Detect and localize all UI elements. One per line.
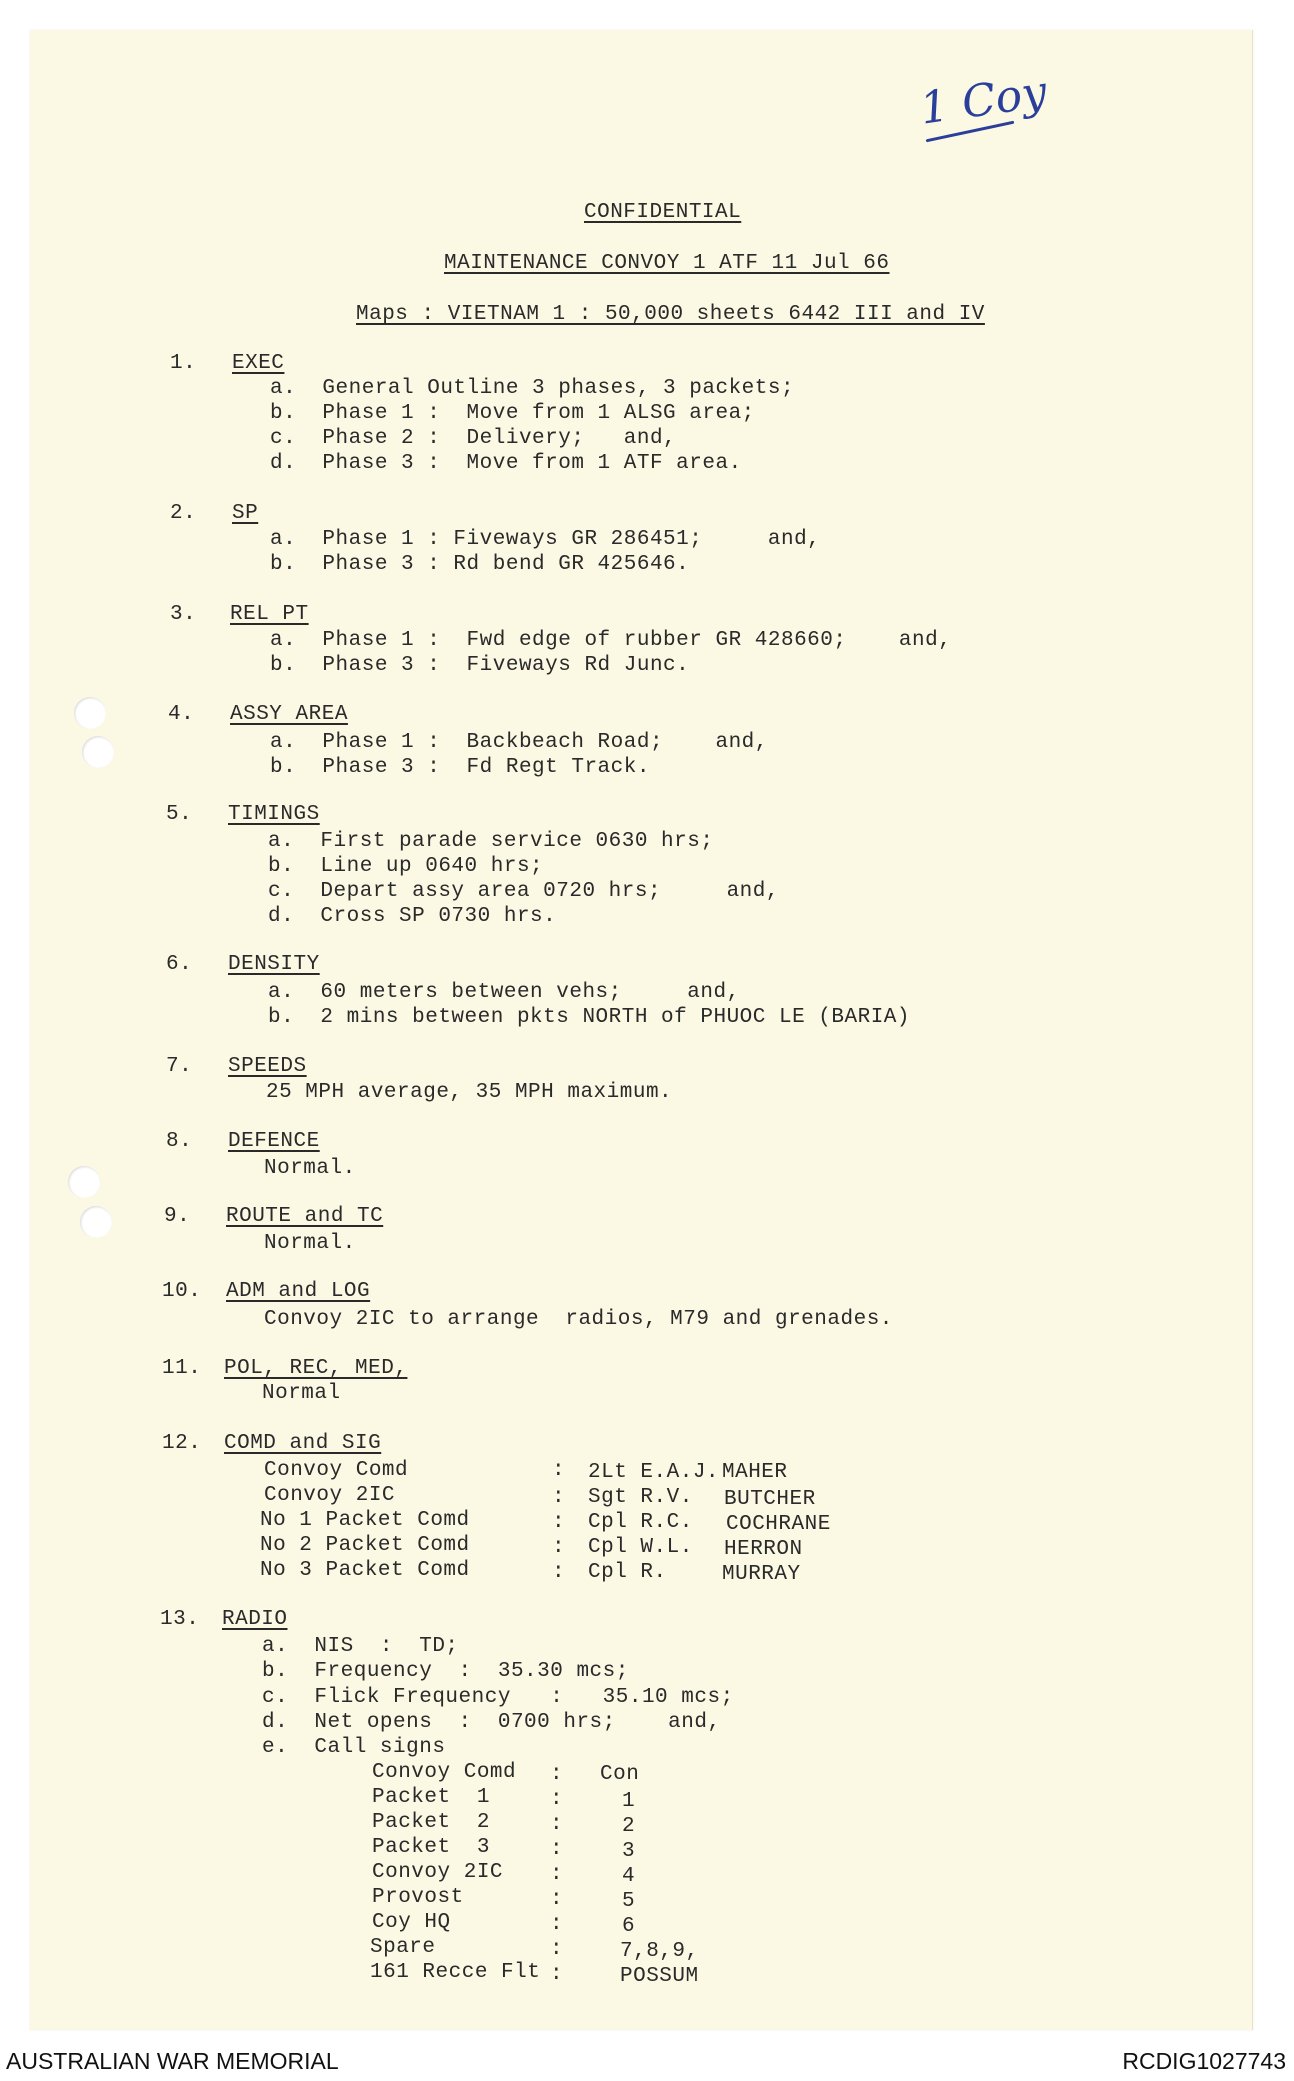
section-heading: ADM and LOG (226, 1280, 371, 1303)
callsign-label: Convoy 2IC (372, 1861, 504, 1884)
callsign-separator: : (550, 1963, 564, 1986)
section-item: b. Phase 3 : Fd Regt Track. (270, 756, 650, 779)
section-number: 3. (170, 603, 197, 626)
callsign-separator: : (550, 1888, 564, 1911)
maps-reference: Maps : VIETNAM 1 : 50,000 sheets 6442 III and IV (356, 303, 985, 326)
callsign-label: Packet 2 (372, 1811, 490, 1834)
section-item: b. Phase 3 : Fiveways Rd Junc. (270, 654, 690, 677)
section-text: Convoy 2IC to arrange radios, M79 and grenades. (264, 1308, 893, 1331)
section-heading: SP (232, 502, 259, 525)
callsign-separator: : (550, 1763, 564, 1786)
punch-hole (74, 697, 106, 729)
section-item: a. Phase 1 : Fiveways GR 286451; and, (270, 528, 821, 551)
section-heading: ASSY AREA (230, 703, 348, 726)
section-item: c. Depart assy area 0720 hrs; and, (268, 880, 779, 903)
punch-hole (68, 1166, 100, 1198)
section-heading: REL PT (230, 603, 309, 626)
section-number: 6. (166, 953, 193, 976)
section-number: 8. (166, 1130, 193, 1153)
callsign-value: 4 (622, 1865, 636, 1888)
section-item: a. First parade service 0630 hrs; (268, 830, 714, 853)
section-item: a. Phase 1 : Fwd edge of rubber GR 428660; and, (270, 629, 952, 652)
comd-name: BUTCHER (724, 1488, 816, 1511)
comd-rank: Cpl R.C. (588, 1511, 693, 1534)
section-heading: DEFENCE (228, 1130, 320, 1153)
section-text: Normal. (264, 1232, 356, 1255)
callsign-value: 6 (622, 1915, 636, 1938)
section-number: 2. (170, 502, 197, 525)
section-number: 9. (164, 1205, 191, 1228)
section-number: 1. (170, 352, 197, 375)
callsign-value: 2 (622, 1815, 636, 1838)
callsign-label: Coy HQ (372, 1911, 451, 1934)
section-heading: TIMINGS (228, 803, 320, 826)
comd-separator: : (552, 1459, 566, 1482)
punch-hole (80, 1206, 112, 1238)
comd-name: HERRON (724, 1538, 803, 1561)
section-item: b. Frequency : 35.30 mcs; (262, 1660, 629, 1683)
callsign-label: Convoy Comd (372, 1761, 517, 1784)
section-text: Normal. (264, 1157, 356, 1180)
callsign-value: Con (600, 1763, 640, 1786)
callsign-label: 161 Recce Flt (370, 1961, 541, 1984)
comd-rank: Cpl W.L. (588, 1536, 693, 1559)
callsign-value: 7,8,9, (620, 1940, 699, 1963)
comd-role: No 2 Packet Comd (260, 1534, 470, 1557)
section-item: b. Phase 1 : Move from 1 ALSG area; (270, 402, 755, 425)
callsign-value: 1 (622, 1790, 636, 1813)
section-number: 5. (166, 803, 193, 826)
section-heading: COMD and SIG (224, 1432, 382, 1455)
section-heading: EXEC (232, 352, 285, 375)
document-title: MAINTENANCE CONVOY 1 ATF 11 Jul 66 (444, 252, 890, 275)
comd-rank: Sgt R.V. (588, 1486, 693, 1509)
section-heading: DENSITY (228, 953, 320, 976)
section-item: a. NIS : TD; (262, 1635, 459, 1658)
callsign-value: POSSUM (620, 1965, 699, 1988)
comd-name: MURRAY (722, 1563, 801, 1586)
callsign-value: 3 (622, 1840, 636, 1863)
callsign-label: Packet 3 (372, 1836, 490, 1859)
footer-record-id: RCDIG1027743 (1122, 2048, 1286, 2074)
section-number: 12. (162, 1432, 202, 1455)
callsign-separator: : (550, 1913, 564, 1936)
section-number: 13. (160, 1608, 200, 1631)
callsign-value: 5 (622, 1890, 636, 1913)
section-number: 10. (162, 1280, 202, 1303)
classification: CONFIDENTIAL (584, 201, 742, 224)
footer-archive-name: AUSTRALIAN WAR MEMORIAL (6, 2048, 339, 2074)
callsign-separator: : (550, 1838, 564, 1861)
comd-separator: : (552, 1561, 566, 1584)
comd-role: Convoy Comd (264, 1459, 409, 1482)
section-item: b. 2 mins between pkts NORTH of PHUOC LE (BARIA) (268, 1006, 911, 1029)
handwritten-note: 1 Coy (917, 66, 1050, 135)
section-heading: ROUTE and TC (226, 1205, 384, 1228)
comd-separator: : (552, 1536, 566, 1559)
comd-role: No 3 Packet Comd (260, 1559, 470, 1582)
section-item: a. 60 meters between vehs; and, (268, 981, 740, 1004)
callsign-label: Packet 1 (372, 1786, 490, 1809)
callsign-separator: : (550, 1788, 564, 1811)
callsign-separator: : (550, 1863, 564, 1886)
section-item: b. Phase 3 : Rd bend GR 425646. (270, 553, 690, 576)
callsign-label: Spare (370, 1936, 436, 1959)
callsign-separator: : (550, 1813, 564, 1836)
section-number: 4. (168, 703, 195, 726)
section-item: d. Cross SP 0730 hrs. (268, 905, 557, 928)
callsign-label: Provost (372, 1886, 464, 1909)
section-item: a. Phase 1 : Backbeach Road; and, (270, 731, 768, 754)
section-text: Normal (262, 1382, 341, 1405)
section-number: 7. (166, 1055, 193, 1078)
section-text: 25 MPH average, 35 MPH maximum. (266, 1081, 673, 1104)
comd-role: No 1 Packet Comd (260, 1509, 470, 1532)
section-number: 11. (162, 1357, 202, 1380)
comd-separator: : (552, 1486, 566, 1509)
section-item: b. Line up 0640 hrs; (268, 855, 544, 878)
callsign-separator: : (550, 1938, 564, 1961)
comd-role: Convoy 2IC (264, 1484, 396, 1507)
comd-rank: 2Lt E.A.J. (588, 1461, 720, 1484)
section-item: c. Flick Frequency : 35.10 mcs; (262, 1686, 734, 1709)
section-item: d. Net opens : 0700 hrs; and, (262, 1711, 721, 1734)
section-item: e. Call signs (262, 1736, 446, 1759)
comd-name: MAHER (722, 1461, 788, 1484)
comd-separator: : (552, 1511, 566, 1534)
section-item: c. Phase 2 : Delivery; and, (270, 427, 677, 450)
comd-rank: Cpl R. (588, 1561, 667, 1584)
punch-hole (82, 736, 114, 768)
section-heading: RADIO (222, 1608, 288, 1631)
section-item: d. Phase 3 : Move from 1 ATF area. (270, 452, 742, 475)
section-item: a. General Outline 3 phases, 3 packets; (270, 377, 795, 400)
section-heading: POL, REC, MED, (224, 1357, 408, 1380)
comd-name: COCHRANE (726, 1513, 831, 1536)
section-heading: SPEEDS (228, 1055, 307, 1078)
